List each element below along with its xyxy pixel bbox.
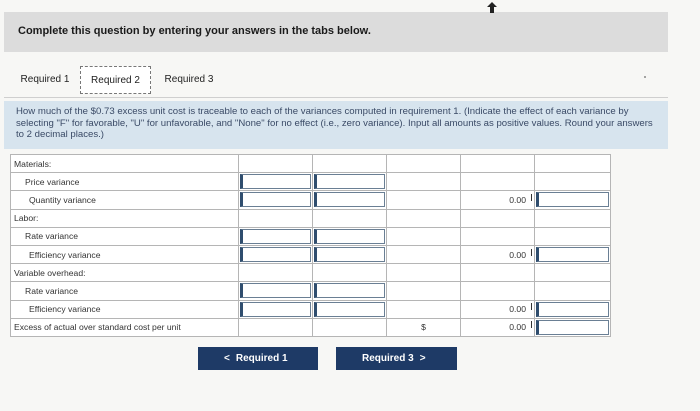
amount-input[interactable]: [240, 302, 311, 317]
cell: [387, 245, 461, 263]
total-cell: [461, 318, 535, 336]
table-row: [11, 191, 611, 209]
variance-table: [10, 154, 611, 337]
cell: [239, 209, 313, 227]
value-tick-mark: [531, 249, 532, 256]
row-label: Price variance: [11, 173, 239, 191]
table-row: [11, 209, 611, 227]
value-tick-mark: [531, 321, 532, 328]
row-label: Variable overhead:: [11, 264, 239, 282]
currency-symbol: $: [387, 318, 461, 336]
cell: [387, 173, 461, 191]
cell: [535, 227, 611, 245]
subtotal-effect-select[interactable]: [536, 192, 609, 207]
next-button-label: Required 3: [362, 353, 414, 364]
amount-input-cell: [239, 227, 313, 245]
table-row: [11, 173, 611, 191]
subtotal-cell: [461, 300, 535, 318]
effect-select-cell: [313, 173, 387, 191]
subtotal-value: 0.00: [463, 250, 530, 260]
amount-input[interactable]: [240, 247, 311, 262]
cell: [313, 318, 387, 336]
cell: [387, 209, 461, 227]
cell: [461, 209, 535, 227]
tab-required-3[interactable]: Required 3: [164, 74, 214, 85]
decorative-dot: [644, 76, 646, 78]
effect-select[interactable]: [314, 302, 385, 317]
value-tick-mark: [531, 194, 532, 201]
effect-select-cell: [313, 245, 387, 263]
cell: [313, 264, 387, 282]
cell: [535, 282, 611, 300]
cell: [387, 300, 461, 318]
total-value: 0.00: [463, 322, 530, 332]
cell: [461, 173, 535, 191]
prev-button-label: Required 1: [235, 353, 288, 364]
subtotal-cell: [461, 245, 535, 263]
effect-select-cell: [313, 300, 387, 318]
next-required-button[interactable]: [336, 347, 457, 370]
subtotal-effect-select[interactable]: [536, 247, 609, 262]
cell: [239, 318, 313, 336]
tab-required-2[interactable]: Required 2: [80, 66, 151, 94]
effect-select[interactable]: [314, 247, 385, 262]
prev-required-button[interactable]: [198, 347, 318, 370]
cell: [461, 264, 535, 282]
amount-input-cell: [239, 300, 313, 318]
cell: [387, 264, 461, 282]
cell: [313, 155, 387, 173]
instructions-text: How much of the $0.73 excess unit cost is traceable to each of the variances computed in requirement 1. (Indicate the effect of each variance by selecting "F" for favorable, "U" for unfavorable, and "None" for no effect (i.e., zero variance). Input all amounts as positive values. Round your answers to 2 decimal places.): [16, 106, 653, 140]
row-label: Quantity variance: [11, 191, 239, 209]
row-label: Efficiency variance: [11, 245, 239, 263]
cell: [535, 264, 611, 282]
effect-select[interactable]: [314, 283, 385, 298]
subtotal-value: 0.00: [463, 304, 530, 314]
table-row: [11, 155, 611, 173]
cell: [535, 209, 611, 227]
chevron-right-icon: >: [419, 353, 426, 364]
table-row: [11, 227, 611, 245]
row-label: Labor:: [11, 209, 239, 227]
amount-input[interactable]: [240, 174, 311, 189]
cell: [387, 282, 461, 300]
row-label: Materials:: [11, 155, 239, 173]
cell: [313, 209, 387, 227]
row-label: Rate variance: [11, 227, 239, 245]
effect-select[interactable]: [314, 192, 385, 207]
cell: [461, 227, 535, 245]
cell: [239, 155, 313, 173]
cell: [461, 282, 535, 300]
table-row: [11, 318, 611, 336]
value-tick-mark: [531, 303, 532, 310]
amount-input-cell: [239, 282, 313, 300]
amount-input-cell: [239, 173, 313, 191]
subtotal-cell: [461, 191, 535, 209]
subtotal-effect-cell: [535, 191, 611, 209]
row-label: Excess of actual over standard cost per unit: [11, 318, 239, 336]
question-title: Complete this question by entering your answers in the tabs below.: [18, 25, 371, 37]
row-label: Efficiency variance: [11, 300, 239, 318]
subtotal-value: 0.00: [463, 195, 530, 205]
amount-input[interactable]: [240, 192, 311, 207]
effect-select-cell: [313, 191, 387, 209]
mouse-cursor-icon: [486, 2, 498, 14]
effect-select[interactable]: [314, 229, 385, 244]
cell: [387, 155, 461, 173]
effect-select-cell: [313, 227, 387, 245]
cell: [535, 173, 611, 191]
table-row: [11, 245, 611, 263]
cell: [387, 227, 461, 245]
effect-select[interactable]: [314, 174, 385, 189]
question-header: [4, 12, 668, 52]
amount-input-cell: [239, 191, 313, 209]
amount-input-cell: [239, 245, 313, 263]
cell: [535, 155, 611, 173]
subtotal-effect-select[interactable]: [536, 302, 609, 317]
cell: [461, 155, 535, 173]
total-effect-cell: [535, 318, 611, 336]
amount-input[interactable]: [240, 283, 311, 298]
amount-input[interactable]: [240, 229, 311, 244]
cell: [239, 264, 313, 282]
table-row: [11, 264, 611, 282]
chevron-left-icon: <: [224, 353, 230, 364]
cell: [387, 191, 461, 209]
tab-bar: [4, 60, 668, 98]
instructions-panel: [4, 101, 668, 149]
tab-required-1[interactable]: Required 1: [20, 74, 70, 85]
subtotal-effect-cell: [535, 300, 611, 318]
total-effect-select[interactable]: [536, 320, 609, 335]
row-label: Rate variance: [11, 282, 239, 300]
table-row: [11, 300, 611, 318]
subtotal-effect-cell: [535, 245, 611, 263]
effect-select-cell: [313, 282, 387, 300]
table-row: [11, 282, 611, 300]
